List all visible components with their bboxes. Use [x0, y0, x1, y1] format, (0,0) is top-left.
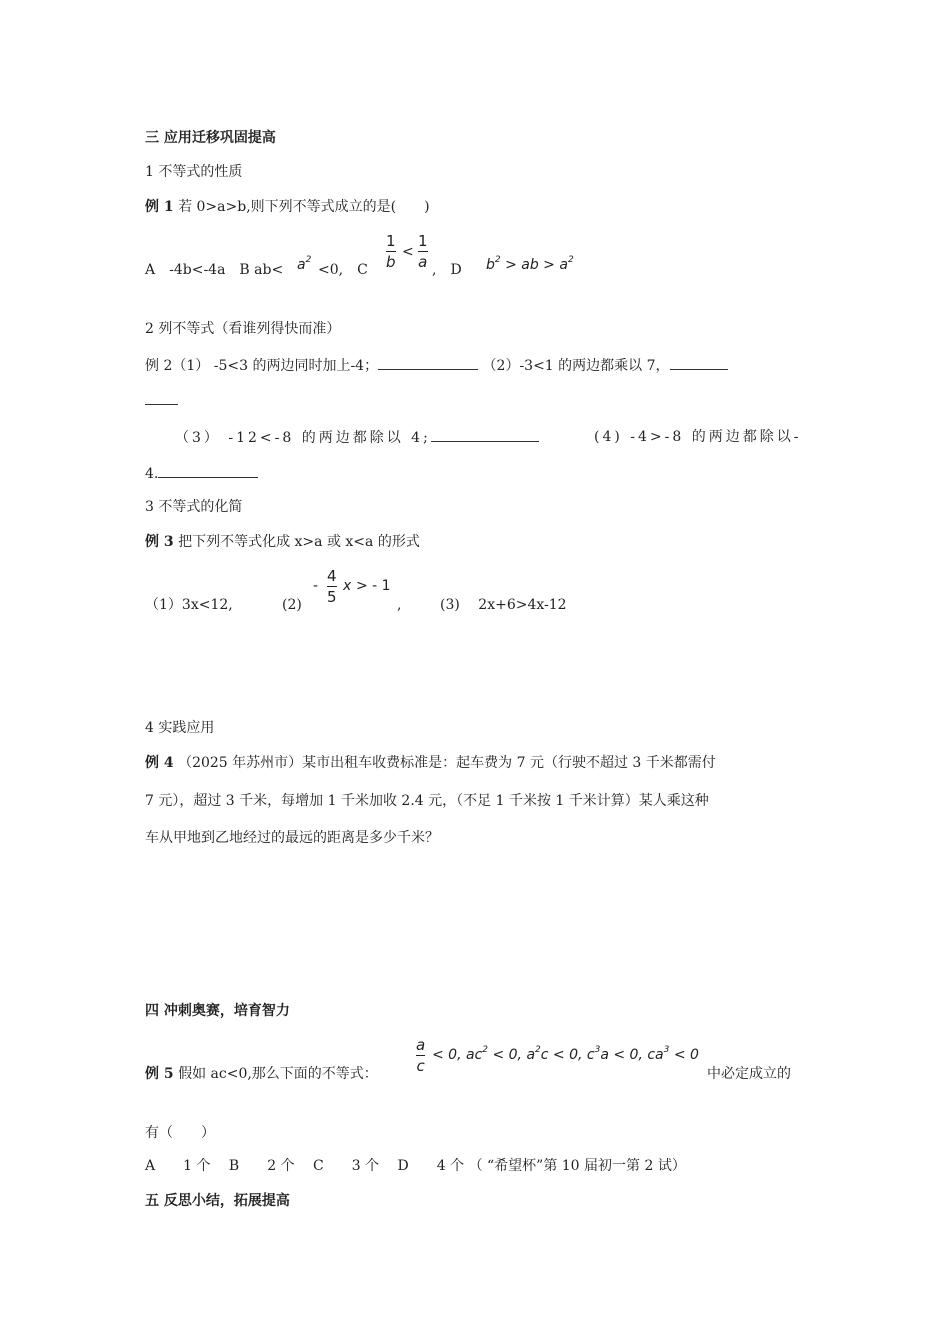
example-3-text: 把下列不等式化成 x>a 或 x<a 的形式: [178, 534, 420, 550]
section-3-title: 三 应用迁移巩固提高: [145, 130, 276, 146]
item-2-num: 4: [327, 567, 337, 585]
example-3-item-3: (3) 2x+6>4x-12: [440, 597, 567, 613]
option-c-den-1: b: [386, 253, 396, 271]
example-1-label: 例 1: [145, 199, 174, 215]
example-5-label: 例 5: [145, 1066, 174, 1082]
example-3-item-1: （1）3x<12,: [145, 597, 233, 613]
answer-blank-2[interactable]: [670, 355, 728, 370]
option-c-fraction-2: [418, 231, 428, 272]
answer-blank-1[interactable]: [378, 355, 478, 370]
example-2-item-4: (4) -4>-8 的两边都除以-: [594, 429, 802, 445]
item-2-den: 5: [327, 588, 337, 606]
option-c-lt: <: [402, 244, 414, 260]
example-5-expression: < 0, $ac^2 < 0$, $a^2c < 0$, $c^3a < 0$, $ca^3 < 0$: [432, 1045, 699, 1063]
example-4-text-1: （2025 年苏州市）某市出租车收费标准是：起车费为 7 元（行驶不超过 3 千米都需付: [178, 755, 716, 771]
section-4-title: 四 冲刺奥赛，培育智力: [145, 1003, 290, 1019]
section-5-title: 五 反思小结，拓展提高: [145, 1193, 290, 1209]
example-5-options: A 1 个 B 2 个 C 3 个 D 4 个 （ “希望杯”第 10 届初一第 2 试）: [145, 1158, 686, 1174]
example-2-item-1: 例 2（1） -5<3 的两边同时加上-4；: [145, 358, 379, 374]
example-4-line-3: 车从甲地到乙地经过的最远的距离是多少千米？: [145, 830, 439, 846]
example-1-option-c-tail: , D: [432, 262, 462, 278]
part-4-heading: 4 实践应用: [145, 720, 215, 736]
example-2-line-4: [145, 463, 258, 484]
example-1-question: [145, 197, 430, 217]
example-5-tail: 中必定成立的: [707, 1066, 791, 1082]
example-5-den: c: [416, 1057, 425, 1075]
example-2-item-3: （3） -12<-8 的两边都除以 4;: [175, 430, 431, 446]
example-2-item-4-cont: 4.: [145, 466, 159, 482]
option-c-num-1: 1: [386, 232, 396, 250]
answer-blank-2-continued[interactable]: [145, 390, 178, 405]
option-c-num-2: 1: [418, 232, 428, 250]
example-4-line-1: [145, 753, 716, 773]
option-c-fraction-1: [386, 231, 396, 272]
example-1-option-b-tail: <0, C: [318, 262, 368, 278]
answer-blank-4[interactable]: [158, 463, 258, 478]
item-2-tail: ,: [397, 597, 402, 613]
option-c-den-2: a: [418, 253, 428, 271]
option-b-expr: $a^2$: [297, 255, 312, 273]
example-3-label: 例 3: [145, 534, 174, 550]
example-4-line-2: 7 元），超过 3 千米，每增加 1 千米加收 2.4 元，（不足 1 千米按 1 千米计算）某人乘这种: [145, 793, 709, 809]
option-d-expr: $b^2$ > ab > $a^2$: [486, 255, 574, 273]
example-5-text: 假如 ac<0,那么下面的不等式：: [178, 1066, 378, 1082]
part-1-heading: 1 不等式的性质: [145, 164, 243, 180]
item-2-var: x: [343, 578, 352, 594]
part-2-heading: 2 列不等式（看谁列得快而准）: [145, 321, 341, 337]
example-5-num: a: [416, 1036, 426, 1054]
example-1-text: 若 0>a>b,则下列不等式成立的是( ): [178, 199, 430, 215]
example-5-fraction: [416, 1035, 425, 1076]
item-2-rest: > - 1: [356, 578, 391, 594]
example-5-line-2: 有（ ）: [145, 1125, 215, 1141]
item-2-sign: -: [313, 578, 319, 594]
example-3-question: [145, 532, 420, 552]
example-5-question: [145, 1064, 378, 1084]
item-2-fraction: [327, 566, 337, 607]
part-3-heading: 3 不等式的化简: [145, 499, 243, 515]
example-4-label: 例 4: [145, 755, 174, 771]
example-1-option-a: A -4b<-4a B ab<: [145, 262, 284, 278]
example-2-line-3: [175, 427, 539, 448]
example-2-item-2: （2）-3<1 的两边都乘以 7，: [482, 358, 670, 374]
example-2-line-1: [145, 355, 728, 376]
example-3-item-2-label: (2): [282, 597, 302, 613]
answer-blank-3[interactable]: [431, 427, 539, 442]
